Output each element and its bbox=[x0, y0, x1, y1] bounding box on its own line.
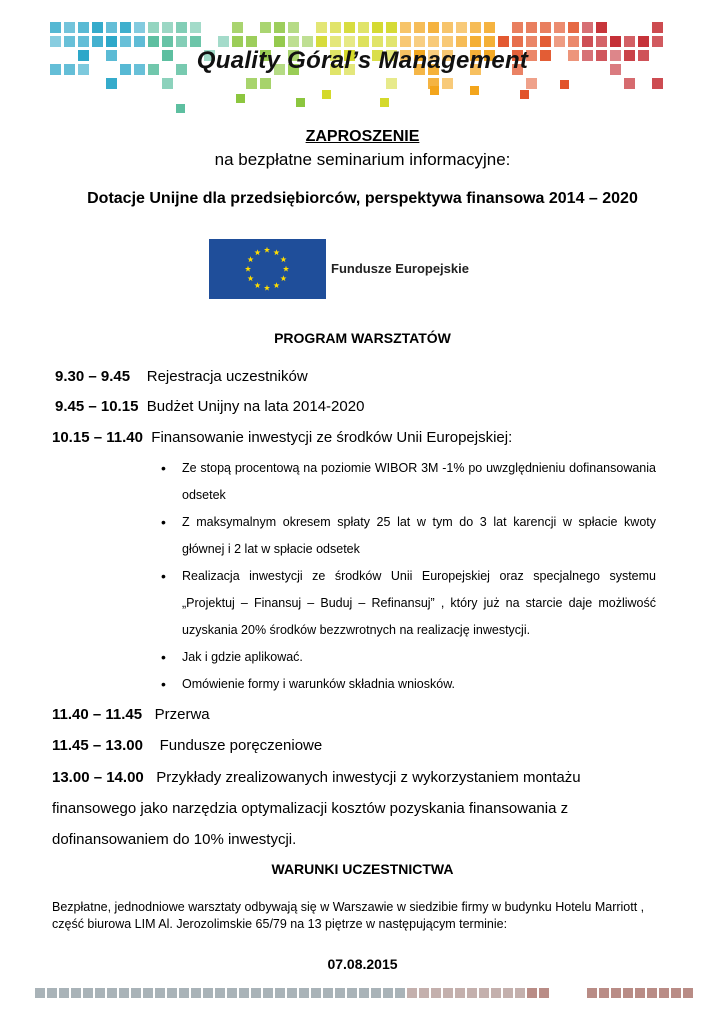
mosaic-tile bbox=[246, 36, 257, 47]
mosaic-tile bbox=[176, 22, 187, 33]
mosaic-tile bbox=[190, 22, 201, 33]
mosaic-tile bbox=[372, 36, 383, 47]
mosaic-tile bbox=[232, 36, 243, 47]
list-item: • Ze stopą procentową na poziomie WIBOR 3M -1% po uwzględnieniu dofinansowania odsetek bbox=[158, 455, 656, 509]
mosaic-tile bbox=[218, 36, 229, 47]
footer-tile bbox=[635, 988, 645, 998]
footer-tile bbox=[107, 988, 117, 998]
program-item-time: 9.30 – 9.45 bbox=[55, 368, 131, 385]
program-item-text: Budżet Unijny na lata 2014-2020 bbox=[146, 398, 365, 415]
financing-bullet-list bbox=[158, 455, 656, 698]
mosaic-tile bbox=[442, 78, 453, 89]
footer-tile bbox=[71, 988, 81, 998]
footer-tile bbox=[95, 988, 105, 998]
mosaic-tile bbox=[162, 78, 173, 89]
mosaic-tile bbox=[162, 36, 173, 47]
mosaic-tile bbox=[442, 22, 453, 33]
mosaic-tile bbox=[428, 22, 439, 33]
brand-name: Quality Góral’s Management bbox=[196, 47, 529, 74]
mosaic-tile bbox=[330, 36, 341, 47]
mosaic-tile bbox=[386, 78, 397, 89]
program-item-time: 9.45 – 10.15 bbox=[55, 398, 139, 415]
program-item-time: 10.15 – 11.40 bbox=[52, 429, 143, 446]
mosaic-tile bbox=[92, 22, 103, 33]
header-banner bbox=[0, 0, 725, 115]
footer-tile bbox=[503, 988, 513, 998]
footer-tile bbox=[527, 988, 537, 998]
mosaic-tile bbox=[92, 36, 103, 47]
eu-funds-label: Fundusze Europejskie bbox=[331, 261, 469, 276]
mosaic-tile bbox=[232, 22, 243, 33]
footer-tile bbox=[539, 988, 549, 998]
footer-tile bbox=[239, 988, 249, 998]
footer-tile bbox=[227, 988, 237, 998]
footer-tile bbox=[203, 988, 213, 998]
footer-tile bbox=[263, 988, 273, 998]
mosaic-tile bbox=[652, 36, 663, 47]
mosaic-tile bbox=[596, 36, 607, 47]
mosaic-tile bbox=[260, 78, 271, 89]
footer-tile bbox=[611, 988, 621, 998]
mosaic-tile bbox=[162, 22, 173, 33]
mosaic-tile bbox=[148, 36, 159, 47]
footer-tile bbox=[467, 988, 477, 998]
list-item: • Z maksymalnym okresem spłaty 25 lat w tym do 3 lat karencji w spłacie kwoty głównej i 2 lat w spłacie odsetek bbox=[158, 509, 656, 563]
mosaic-tile bbox=[344, 22, 355, 33]
program-item-time: 13.00 – 14.00 bbox=[52, 769, 144, 786]
program-item bbox=[52, 429, 512, 446]
footer-tile bbox=[383, 988, 393, 998]
mosaic-tile bbox=[386, 22, 397, 33]
list-item: • Jak i gdzie aplikować. bbox=[158, 644, 656, 671]
mosaic-tile bbox=[428, 36, 439, 47]
footer-tile bbox=[683, 988, 693, 998]
mosaic-tile bbox=[288, 22, 299, 33]
footer-tile bbox=[251, 988, 261, 998]
footer-tile bbox=[647, 988, 657, 998]
footer-tile bbox=[395, 988, 405, 998]
mosaic-tile bbox=[610, 36, 621, 47]
footer-tile bbox=[35, 988, 45, 998]
program-item bbox=[55, 398, 364, 415]
mosaic-tile bbox=[582, 36, 593, 47]
mosaic-tile bbox=[554, 22, 565, 33]
footer-tile bbox=[191, 988, 201, 998]
mosaic-tile bbox=[568, 22, 579, 33]
program-item bbox=[52, 706, 210, 723]
mosaic-tile bbox=[330, 22, 341, 33]
footer-tile bbox=[491, 988, 501, 998]
program-item-time: 11.40 – 11.45 bbox=[52, 706, 143, 723]
footer-tile bbox=[347, 988, 357, 998]
footer-tile bbox=[83, 988, 93, 998]
footer-tile bbox=[335, 988, 345, 998]
mosaic-tile bbox=[190, 36, 201, 47]
footer-tile bbox=[179, 988, 189, 998]
invitation-title: ZAPROSZENIE bbox=[305, 128, 420, 145]
mosaic-tile bbox=[652, 78, 663, 89]
mosaic-tile bbox=[274, 36, 285, 47]
mosaic-tile bbox=[400, 36, 411, 47]
footer-tile bbox=[587, 988, 597, 998]
footer-tile bbox=[671, 988, 681, 998]
mosaic-tile bbox=[456, 36, 467, 47]
mosaic-tile bbox=[568, 36, 579, 47]
mosaic-tile bbox=[596, 22, 607, 33]
mosaic-tile bbox=[540, 36, 551, 47]
footer-tile bbox=[155, 988, 165, 998]
mosaic-tile bbox=[430, 86, 439, 95]
footer-tile bbox=[359, 988, 369, 998]
footer-tile bbox=[455, 988, 465, 998]
program-item-text: Przykłady zrealizowanych inwestycji z wykorzystaniem montażu finansowego jako narzędzia optymalizacji kosztów pozyskania finansowania z dofinansowaniem do 10% inwestycji. bbox=[52, 769, 581, 848]
mosaic-tile bbox=[288, 36, 299, 47]
footer-tile bbox=[119, 988, 129, 998]
mosaic-tile bbox=[442, 36, 453, 47]
footer-tile bbox=[287, 988, 297, 998]
mosaic-tile bbox=[316, 36, 327, 47]
eu-flag-logo bbox=[209, 239, 326, 299]
program-title: PROGRAM WARSZTATÓW bbox=[274, 330, 451, 346]
footer-tile bbox=[275, 988, 285, 998]
footer-tile bbox=[215, 988, 225, 998]
mosaic-tile bbox=[414, 22, 425, 33]
mosaic-tile bbox=[652, 22, 663, 33]
footer-tile bbox=[47, 988, 57, 998]
footer-tile bbox=[443, 988, 453, 998]
mosaic-tile bbox=[50, 36, 61, 47]
footer-tile bbox=[479, 988, 489, 998]
mosaic-tile bbox=[260, 22, 271, 33]
mosaic-tile bbox=[512, 36, 523, 47]
footer-tile bbox=[659, 988, 669, 998]
program-item-text: Finansowanie inwestycji ze środków Unii Europejskiej: bbox=[151, 429, 513, 446]
footer-tile bbox=[371, 988, 381, 998]
list-item: • Omówienie formy i warunków składnia wniosków. bbox=[158, 671, 656, 698]
mosaic-tile bbox=[358, 36, 369, 47]
mosaic-tile bbox=[380, 98, 389, 107]
footer-strip bbox=[0, 986, 725, 1000]
mosaic-tile bbox=[358, 22, 369, 33]
mosaic-tile bbox=[322, 90, 331, 99]
program-item bbox=[52, 737, 322, 754]
invitation-subtitle: na bezpłatne seminarium informacyjne: bbox=[214, 150, 511, 169]
mosaic-tile bbox=[134, 22, 145, 33]
footer-tile bbox=[599, 988, 609, 998]
list-item: • Realizacja inwestycji ze środków Unii Europejskiej oraz specjalnego systemu „Projektuj – Finansuj – Buduj – Refinansuj” , który już na starcie daje możliwość uzyskania 20% środków bezzwrotnych na realizację inwestycji. bbox=[158, 563, 656, 644]
eu-flag-icon bbox=[209, 239, 326, 299]
mosaic-tile bbox=[344, 36, 355, 47]
mosaic-tile bbox=[316, 22, 327, 33]
mosaic-tile bbox=[484, 22, 495, 33]
mosaic-tile bbox=[176, 104, 185, 113]
mosaic-tile bbox=[470, 22, 481, 33]
mosaic-tile bbox=[624, 78, 635, 89]
mosaic-tile bbox=[106, 78, 117, 89]
mosaic-tile bbox=[120, 22, 131, 33]
footer-tile bbox=[131, 988, 141, 998]
mosaic-tile bbox=[520, 90, 529, 99]
mosaic-tile bbox=[50, 22, 61, 33]
mosaic-tile bbox=[386, 36, 397, 47]
mosaic-tile bbox=[400, 22, 411, 33]
program-item-text: Rejestracja uczestników bbox=[146, 368, 308, 385]
program-item-time: 11.45 – 13.00 bbox=[52, 737, 143, 754]
mosaic-tile bbox=[372, 22, 383, 33]
mosaic-tile bbox=[134, 36, 145, 47]
mosaic-tile bbox=[236, 94, 245, 103]
mosaic-tile bbox=[78, 22, 89, 33]
footer-tile bbox=[515, 988, 525, 998]
mosaic-tile bbox=[526, 78, 537, 89]
mosaic-tile bbox=[456, 22, 467, 33]
footer-tile bbox=[323, 988, 333, 998]
mosaic-tile bbox=[512, 22, 523, 33]
mosaic-tile bbox=[540, 22, 551, 33]
event-title: Dotacje Unijne dla przedsiębiorców, perspektywa finansowa 2014 – 2020 bbox=[87, 190, 638, 207]
mosaic-tile bbox=[106, 36, 117, 47]
mosaic-tile bbox=[624, 36, 635, 47]
footer-mosaic-decoration bbox=[0, 986, 725, 1000]
mosaic-tile bbox=[526, 22, 537, 33]
program-item bbox=[55, 368, 308, 385]
mosaic-tile bbox=[120, 36, 131, 47]
mosaic-tile bbox=[302, 36, 313, 47]
footer-tile bbox=[311, 988, 321, 998]
mosaic-tile bbox=[582, 22, 593, 33]
footer-tile bbox=[167, 988, 177, 998]
mosaic-tile bbox=[64, 22, 75, 33]
mosaic-tile bbox=[106, 22, 117, 33]
mosaic-tile bbox=[470, 36, 481, 47]
footer-tile bbox=[431, 988, 441, 998]
footer-tile bbox=[143, 988, 153, 998]
mosaic-tile bbox=[78, 36, 89, 47]
footer-tile bbox=[407, 988, 417, 998]
mosaic-tile bbox=[64, 36, 75, 47]
footer-tile bbox=[419, 988, 429, 998]
footer-tile bbox=[299, 988, 309, 998]
program-item-final bbox=[52, 762, 662, 855]
mosaic-tile bbox=[246, 78, 257, 89]
footer-tile bbox=[623, 988, 633, 998]
mosaic-tile bbox=[484, 36, 495, 47]
mosaic-tile bbox=[638, 36, 649, 47]
mosaic-tile bbox=[526, 36, 537, 47]
mosaic-tile bbox=[554, 36, 565, 47]
mosaic-tile bbox=[296, 98, 305, 107]
mosaic-tile bbox=[414, 36, 425, 47]
program-item-text: Przerwa bbox=[154, 706, 210, 723]
mosaic-tile bbox=[274, 22, 285, 33]
mosaic-tile bbox=[470, 86, 479, 95]
conditions-title: WARUNKI UCZESTNICTWA bbox=[271, 861, 454, 877]
mosaic-tile bbox=[560, 80, 569, 89]
conditions-text: Bezpłatne, jednodniowe warsztaty odbywają się w Warszawie w siedzibie firmy w budynku Hotelu Marriott , część biurowa LIM Al. Jerozolimskie 65/79 na 13 piętrze w następującym terminie: bbox=[52, 900, 645, 931]
event-date: 07.08.2015 bbox=[327, 956, 398, 972]
program-item-text: Fundusze poręczeniowe bbox=[159, 737, 323, 754]
mosaic-tile bbox=[176, 36, 187, 47]
mosaic-tile bbox=[498, 36, 509, 47]
footer-tile bbox=[59, 988, 69, 998]
mosaic-tile bbox=[148, 22, 159, 33]
